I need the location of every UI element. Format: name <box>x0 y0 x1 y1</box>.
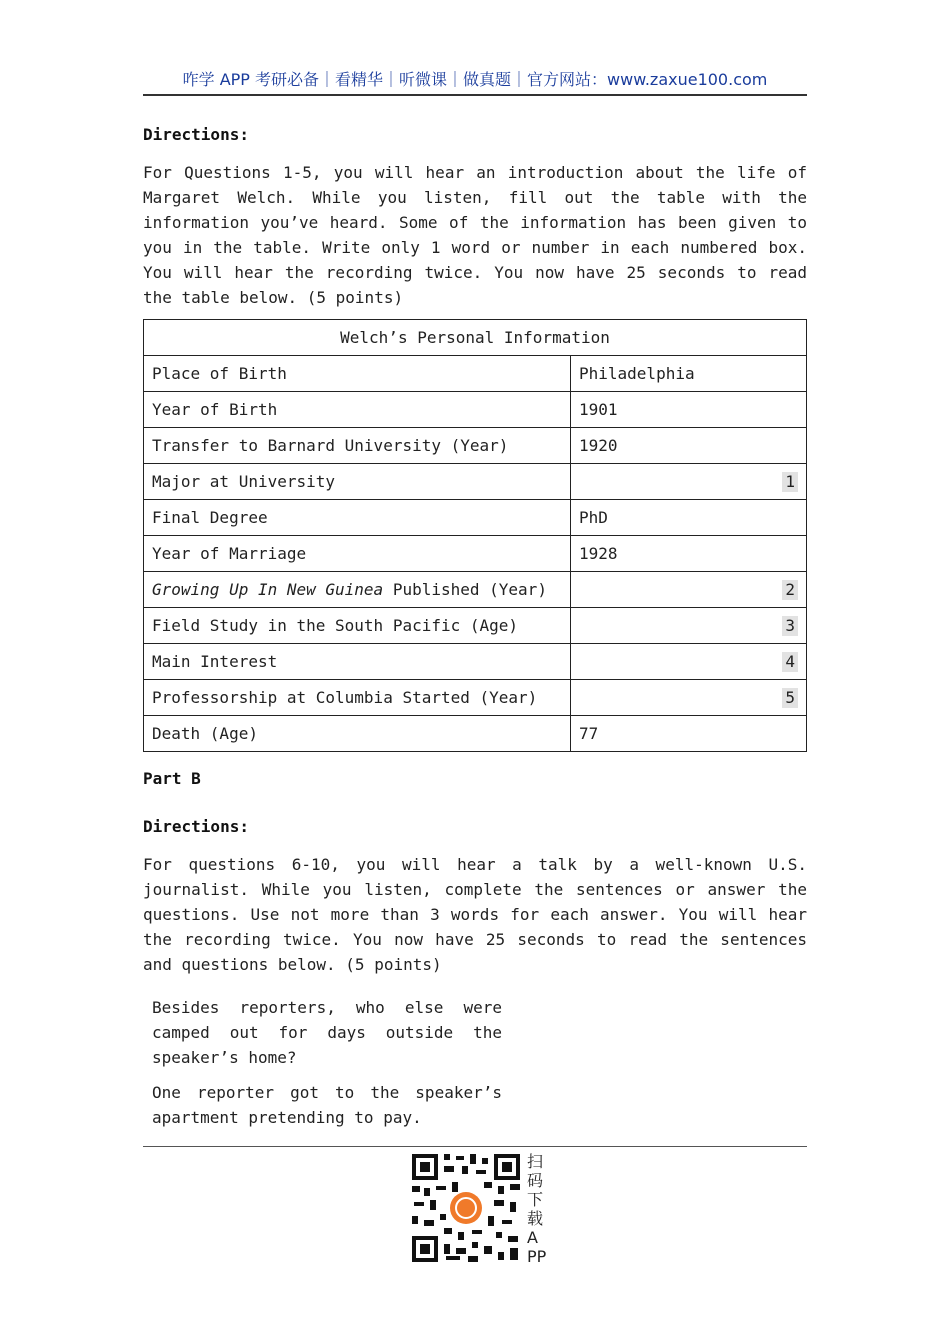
row-label: Year of Birth <box>144 392 571 428</box>
row-label: Final Degree <box>144 500 571 536</box>
table-row <box>144 464 807 500</box>
answer-cell-1[interactable] <box>571 464 807 500</box>
row-value-text: 77 <box>579 724 599 743</box>
table-row <box>144 392 807 428</box>
page-header: 咋学 APP 考研必备｜看精华｜听微课｜做真题｜官方网站：www.zaxue100.com <box>143 68 807 96</box>
row-value <box>571 500 807 536</box>
row-value <box>571 716 807 752</box>
question-number-badge: 1 <box>782 472 798 492</box>
row-value-text: PhD <box>579 508 608 527</box>
qr-code-icon[interactable] <box>410 1152 522 1264</box>
question-6: Besides reporters, who else were camped out for days outside the speaker’s home? <box>152 998 502 1067</box>
row-label: Transfer to Barnard University (Year) <box>144 428 571 464</box>
table-row <box>144 356 807 392</box>
question-7: One reporter got to the speaker’s apartment pretending to pay. <box>152 1083 502 1127</box>
row-label: Place of Birth <box>144 356 571 392</box>
row-label: Professorship at Columbia Started (Year) <box>144 680 571 716</box>
question-number-badge: 4 <box>782 652 798 672</box>
answer-cell-2[interactable] <box>571 572 807 608</box>
row-value <box>571 536 807 572</box>
row-label: Year of Marriage <box>144 536 571 572</box>
table-row <box>144 536 807 572</box>
table-row <box>144 644 807 680</box>
row-label: Death (Age) <box>144 716 571 752</box>
directions-heading: Directions: <box>143 125 249 144</box>
row-value-text: 1920 <box>579 436 618 455</box>
row-label: Field Study in the South Pacific (Age) <box>144 608 571 644</box>
question-number-badge: 3 <box>782 616 798 636</box>
row-label: Main Interest <box>144 644 571 680</box>
answer-cell-5[interactable] <box>571 680 807 716</box>
table-row <box>144 572 807 608</box>
answer-cell-3[interactable] <box>571 608 807 644</box>
row-value <box>571 356 807 392</box>
row-value-text: 1928 <box>579 544 618 563</box>
row-value <box>571 428 807 464</box>
personal-info-table <box>143 319 807 752</box>
book-title: Growing Up In New Guinea <box>152 580 384 599</box>
table-row <box>144 500 807 536</box>
row-label-rest: Published (Year) <box>383 580 547 599</box>
scan-download-label: 扫码下载APP <box>527 1152 547 1266</box>
row-value <box>571 392 807 428</box>
row-label <box>144 572 571 608</box>
question-number-badge: 2 <box>782 580 798 600</box>
table-caption: Welch’s Personal Information <box>144 320 807 356</box>
row-value-text: Philadelphia <box>579 364 695 383</box>
row-value-text: 1901 <box>579 400 618 419</box>
table-caption-row <box>144 320 807 356</box>
table-row <box>144 428 807 464</box>
row-label: Major at University <box>144 464 571 500</box>
question-number-badge: 5 <box>782 688 798 708</box>
table-row <box>144 680 807 716</box>
answer-cell-4[interactable] <box>571 644 807 680</box>
directions-text: For Questions 1-5, you will hear an introduction about the life of Margaret Welch. While you listen, fill out the table with the information you’ve heard. Some of the information has been given to you in the table. Write only 1 word or number in each numbered box. You will hear the recording twice. You now have 25 seconds to read the table below. (5 points) <box>143 163 807 307</box>
part-b-directions-text: For questions 6-10, you will hear a talk by a well-known U.S. journalist. While you listen, complete the sentences or answer the questions. Use not more than 3 words for each answer. You will hear the recording twice. You now have 25 seconds to read the sentences and questions below. (5 points) <box>143 855 807 974</box>
table-row <box>144 608 807 644</box>
part-b-title: Part B <box>143 769 201 788</box>
part-b-directions-heading: Directions: <box>143 817 249 836</box>
table-row <box>144 716 807 752</box>
footer-divider <box>143 1146 807 1147</box>
